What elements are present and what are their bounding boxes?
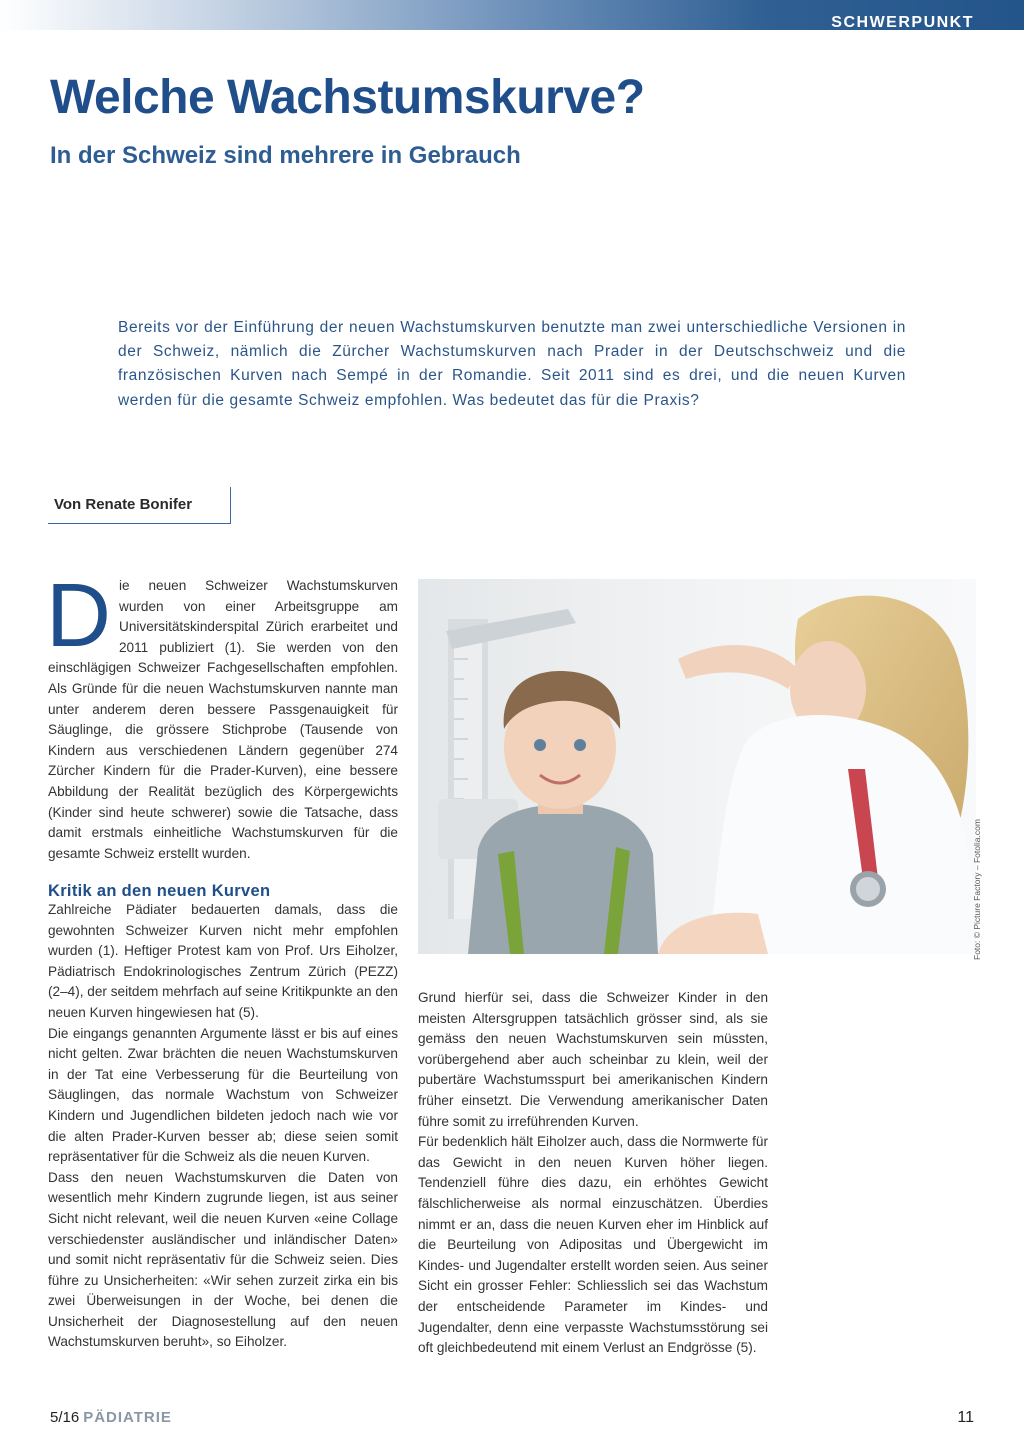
author-box <box>48 487 231 524</box>
paragraph: Die eingangs genannten Argumente lässt er bis auf eines nicht gelten. Zwar brächten die neuen Wachstumskurven in der Tat eine Verbesserung für die Beurteilung von Säuglingen, das normale Wachstum von Schweizer Kindern und Jugendlichen bildeten jedoch nach wie vor die alten Prader-Kurven besser ab; diese seien somit repräsentativer für die Schweiz als die neuen Kurven. <box>48 1025 398 1165</box>
paragraph: Für bedenklich hält Eiholzer auch, dass die Normwerte für das Gewicht in den neuen Kurven höher liegen. Tendenziell führe dies dazu, ein erhöhtes Gewicht fälschlicherweise als normal einzuschätzen. Überdies nimmt er an, dass die neuen Kurven eher im Hinblick auf die Beurteilung von Adipositas und Übergewicht im Kindes- und Jugendalter erstellt worden seien. Aus seiner Sicht ein grosser Fehler: Schliesslich sei das Wachstum der entscheidende Parameter im Kindes- und Jugendalter, denn eine verpasste Wachstumsstörung sei oft gleichbedeutend mit einem Verlust an Endgrösse (5). <box>418 1134 768 1356</box>
paragraph-intro <box>46 566 398 861</box>
article-photo <box>418 579 976 954</box>
page-number: 11 <box>957 1409 974 1426</box>
photo-illustration <box>418 579 976 954</box>
article-title: Welche Wachstumskurve? <box>50 71 645 124</box>
footer-issue <box>50 1408 172 1428</box>
column-right <box>418 988 768 1359</box>
paragraph: Dass den neuen Wachstumskurven die Daten von wesentlich mehr Kindern zugrunde liegen, ist aus seiner Sicht nicht relevant, weil die neuen Kurven «eine Collage verschiedenster ausländischer und inländischer Daten» und somit nicht repräsentativ für die Schweiz seien. Dies führe zu Unsicherheiten: «Wir sehen zurzeit zirka ein bis zwei Überweisungen in der Woche, bei denen die Unsicherheit der Diagnosestellung auf den neuen Wachstumskurven beruht», so Eiholzer. <box>48 1169 398 1350</box>
publication-name: PÄDIATRIE <box>83 1409 172 1426</box>
lead-paragraph: Bereits vor der Einführung der neuen Wachstumskurven benutzte man zwei unterschiedliche Versionen in der Schweiz, nämlich die Zürcher Wachstumskurven nach Prader in der Deutschschweiz und die französischen Kurven nach Sempé in der Romandie. Seit 2011 sind es drei, und die neuen Kurven werden für die gesamte Schweiz empfohlen. Was bedeutet das für die Praxis? <box>118 319 906 409</box>
author-name: Von Renate Bonifer <box>54 496 193 513</box>
section-label: SCHWERPUNKT <box>831 14 974 31</box>
paragraph-intro-text: ie neuen Schweizer Wachstumskurven wurden von einer Arbeitsgruppe am Universitätskinderspital Zürich erarbeitet und 2011 publiziert (1). Sie werden von den einschlägigen Schweizer Fachgesellschaften empfohlen. Als Gründe für die neuen Wachstumskurven nannte man unter anderem deren bessere Passgenauigkeit für Säuglinge, die grössere Stichprobe (Tausende von Kindern aus verschiedenen Ländern gegenüber 274 Zürcher Kindern für die Prader-Kurven), eine bessere Abbildung der Realität bezüglich des Körpergewichts (Kinder sind heute schwerer) sowie die Tatsache, dass damit erstmals einheitliche Wachstumskurven für die gesamte Schweiz erstellt wurden. <box>48 578 398 861</box>
issue-number: 5/16 <box>50 1409 80 1426</box>
drop-cap: D <box>46 566 111 666</box>
paragraph: Grund hierfür sei, dass die Schweizer Kinder in den meisten Altersgruppen tatsächlich grösser sind, als sie gemäss den neuen Wachstumskurven sein müssten, vorübergehend aber auch scheinbar zu klein, weil der pubertäre Wachstumsspurt bei amerikanischen Kindern früher einsetzt. Die Verwendung amerikanischer Daten führe somit zu irreführenden Kurven. <box>418 990 768 1129</box>
section-heading: Kritik an den neuen Kurven <box>48 882 271 900</box>
article-subtitle: In der Schweiz sind mehrere in Gebrauch <box>50 142 521 169</box>
paragraph: Zahlreiche Pädiater bedauerten damals, dass die gewohnten Schweizer Kurven nicht mehr empfohlen wurden (1). Heftiger Protest kam von Prof. Urs Eiholzer, Pädiatrisch Endokrinologisches Zentrum Zürich (PEZZ) (2–4), der seitdem mehrfach auf seine Kritikpunkte an den neuen Kurven hingewiesen hat (5). <box>48 902 398 1020</box>
column-left <box>46 566 398 1353</box>
